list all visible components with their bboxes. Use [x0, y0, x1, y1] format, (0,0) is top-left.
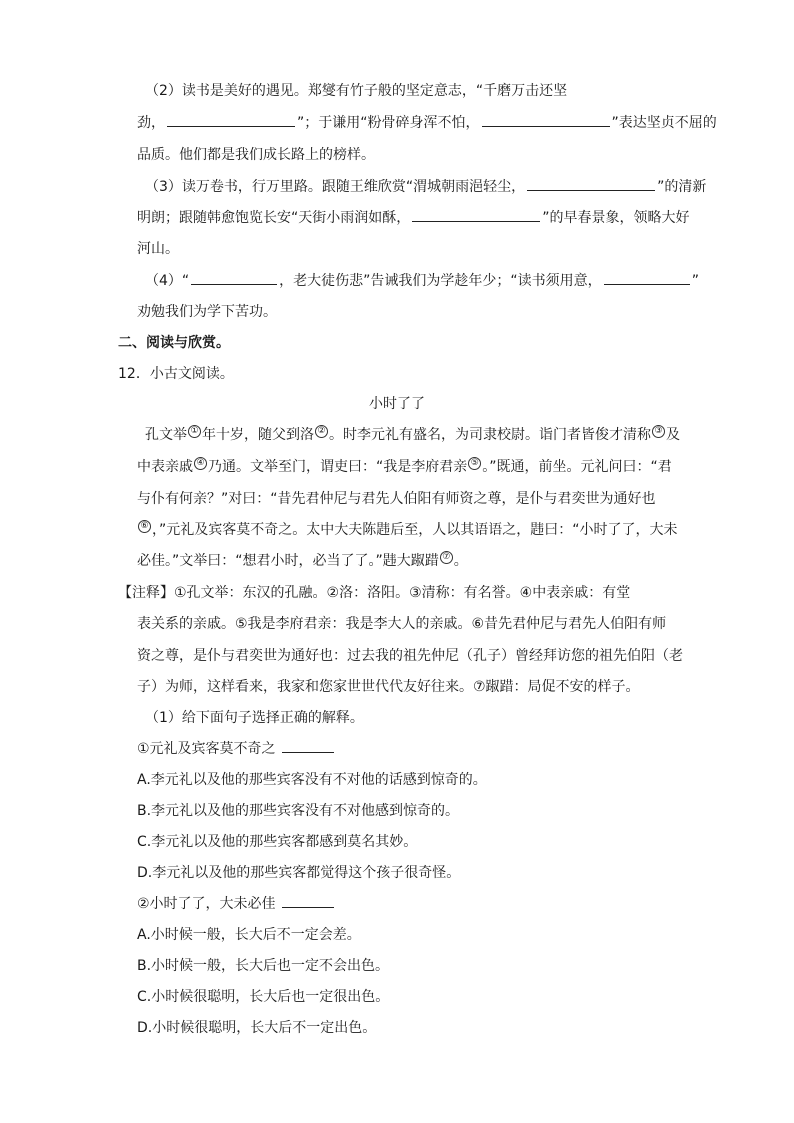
answer-blank[interactable]: [604, 270, 690, 285]
option-1D[interactable]: D.李元礼以及他的那些宾客都觉得这个孩子很奇怪。: [137, 865, 461, 881]
text: （2）读书是美好的遇见。郑燮有竹子般的坚定意志，“千磨万击还坚: [145, 83, 568, 99]
footnote-mark: ⑥: [138, 520, 151, 533]
text: ②小时了了，大未必佳: [137, 896, 276, 912]
option-2C[interactable]: C.小时候很聪明，长大后也一定很出色。: [137, 989, 390, 1005]
q11-item2-line1: [145, 80, 567, 102]
sentence-1-stem: [137, 738, 336, 760]
answer-blank[interactable]: [167, 112, 295, 127]
text: 劝勉我们为学下苦功。: [137, 304, 277, 320]
passage-title: 小时了了: [369, 396, 425, 412]
footnote-mark: ④: [194, 457, 207, 470]
text: ①元礼及宾客莫不奇之: [137, 741, 276, 757]
text: 中表亲戚: [137, 459, 193, 475]
q11-item4-line1: [145, 270, 699, 292]
text: 品质。他们都是我们成长路上的榜样。: [137, 147, 375, 163]
sentence-2-stem: [137, 893, 336, 915]
answer-blank[interactable]: [191, 270, 277, 285]
text: ，”元礼及宾客莫不奇之。太中大夫陈韪后至，人以其语语之，韪曰：“小时了了，大未: [152, 522, 678, 538]
passage-line-4: [137, 519, 678, 541]
text: 孔文举: [145, 427, 187, 443]
section-heading: 二、阅读与欣赏。: [118, 335, 230, 351]
text: ”: [691, 273, 699, 289]
text: ”的清新: [657, 179, 707, 195]
footnote-mark: ①: [188, 425, 201, 438]
text: 及: [666, 427, 680, 443]
text: 必佳。”文举曰：“想君小时，必当了了。”韪大踧踖: [137, 553, 439, 569]
footnote-mark: ②: [315, 425, 328, 438]
question-label: 12．小古文阅读。: [118, 366, 234, 382]
answer-blank[interactable]: [527, 176, 655, 191]
text: 明朗；跟随韩愈饱览长安“天街小雨润如酥，: [137, 210, 411, 226]
q11-item3-line1: [145, 176, 706, 198]
text: 。: [453, 553, 468, 569]
text: （4）“: [145, 273, 190, 289]
option-2A[interactable]: A.小时候一般，长大后不一定会差。: [137, 927, 361, 943]
text: 。”既通，前坐。元礼问曰：“君: [482, 459, 672, 475]
notes-line-3: 资之尊，是仆与君奕世为通好也：过去我的祖先仲尼（孔子）曾经拜访您的祖先伯阳（老: [137, 648, 683, 664]
notes-line-4: 子）为师，这样看来，我家和您家世世代代友好往来。⑦踧踖：局促不安的样子。: [137, 679, 640, 695]
passage-line-2: [137, 456, 672, 478]
text: 劲，: [137, 115, 165, 131]
footnote-mark: ⑦: [440, 551, 453, 564]
passage-line-5: [137, 550, 468, 572]
footnote-mark: ⑤: [468, 457, 481, 470]
text: 。时李元礼有盛名，为司隶校尉。诣门者皆俊才清称: [329, 427, 651, 443]
passage-line-1: [145, 424, 680, 446]
footnote-mark: ③: [652, 425, 665, 438]
text: （3）读万卷书，行万里路。跟随王维欣赏“渭城朝雨浥轻尘，: [145, 179, 526, 195]
answer-blank[interactable]: [412, 207, 540, 222]
passage-line-3: [137, 488, 656, 510]
text: 与仆有何亲？”对曰：“昔先君仲尼与君先人伯阳有师资之尊，是仆与君奕世为通好也: [137, 491, 656, 507]
option-1B[interactable]: B.李元礼以及他的那些宾客没有不对他感到惊奇的。: [137, 803, 460, 819]
option-1C[interactable]: C.李元礼以及他的那些宾客都感到莫名其妙。: [137, 834, 418, 850]
answer-blank[interactable]: [482, 112, 610, 127]
option-2B[interactable]: B.小时候一般，长大后也一定不会出色。: [137, 958, 390, 974]
notes-line-2: 表关系的亲戚。⑤我是李府君亲：我是李大人的亲戚。⑥昔先君仲尼与君先人伯阳有师: [137, 616, 667, 632]
text: ”表达坚贞不屈的: [611, 115, 717, 131]
option-1A[interactable]: A.李元礼以及他的那些宾客没有不对他的话感到惊奇的。: [137, 772, 487, 788]
text: ”的早春景象，领略大好: [542, 210, 690, 226]
q11-item4-line2: [137, 301, 277, 323]
q11-item3-line3: [137, 238, 179, 260]
q11-item2-line2: [137, 112, 717, 134]
sub-question-1: （1）给下面句子选择正确的解释。: [145, 710, 364, 726]
q11-item3-line2: [137, 207, 690, 229]
q11-item2-line3: [137, 144, 375, 166]
text: ”；于谦用“粉骨碎身浑不怕，: [297, 115, 480, 131]
text: 河山。: [137, 241, 179, 257]
option-2D[interactable]: D.小时候很聪明，长大后不一定出色。: [137, 1020, 377, 1036]
text: 乃通。文举至门，谓吏曰：“我是李府君亲: [208, 459, 468, 475]
answer-blank[interactable]: [282, 893, 334, 908]
answer-blank[interactable]: [282, 738, 334, 753]
text: ，老大徒伤悲”告诫我们为学趁年少；“读书须用意，: [279, 273, 602, 289]
notes-line-1: 【注释】①孔文举：东汉的孔融。②洛：洛阳。③清称：有名誉。④中表亲戚：有堂: [118, 585, 631, 601]
text: 年十岁，随父到洛: [202, 427, 314, 443]
